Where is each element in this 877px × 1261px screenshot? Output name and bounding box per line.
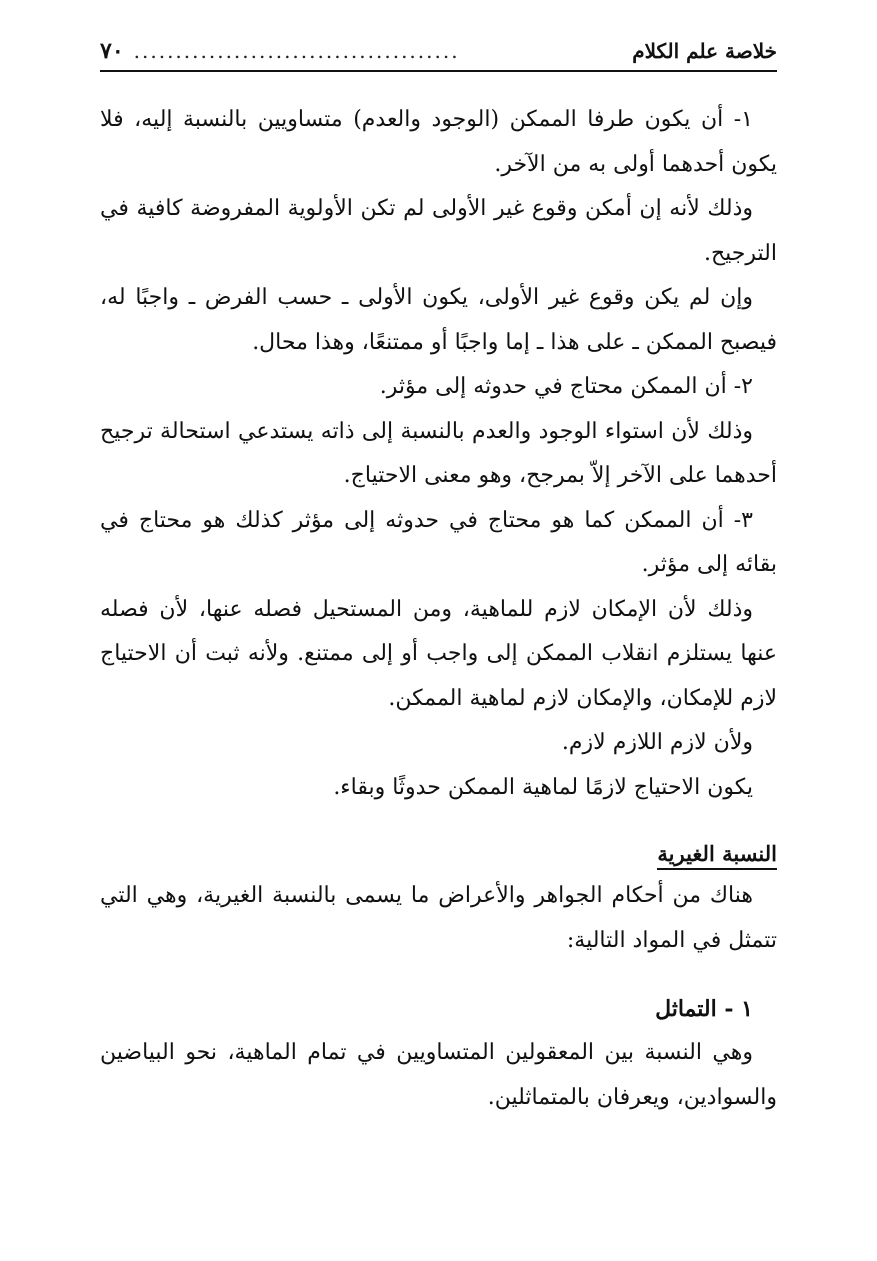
subsection-heading: ١ - التماثل: [655, 996, 753, 1022]
paragraph-conclusion: يكون الاحتياج لازمًا لماهية الممكن حدوثًا وبقاء.: [333, 774, 753, 800]
leader-dots: .......................................: [133, 39, 460, 63]
section-heading-text: النسبة الغيرية: [657, 841, 777, 870]
page-body: [100, 98, 777, 1120]
paragraph-point-2: ٢- أن الممكن محتاج في حدوثه إلى مؤثر.: [379, 374, 753, 399]
running-header-title: خلاصة علم الكلام: [632, 39, 777, 63]
paragraph-point-3: ٣- أن الممكن كما هو محتاج في حدوثه إلى مؤثر كذلك هو محتاج في بقائه إلى مؤثر.: [100, 507, 777, 577]
section-heading: [100, 834, 777, 874]
paragraph-reason-2: وإن لم يكن وقوع غير الأولى، يكون الأولى ـ حسب الفرض ـ واجبًا له، فيصبح الممكن ـ على هذا ـ إما واجبًا أو ممتنعًا، وهذا محال.: [100, 285, 777, 355]
paragraph-reason-4: وذلك لأن الإمكان لازم للماهية، ومن المستحيل فصله عنها، لأن فصله عنها يستلزم انقلاب الممكن إلى واجب أو إلى ممتنع. ولأنه ثبت أن الاحتياج لازم للإمكان، والإمكان لازم لماهية الممكن.: [100, 596, 777, 711]
subsection-spacer: [100, 963, 777, 987]
paragraph-point-1: ١- أن يكون طرفا الممكن (الوجود والعدم) متساويين بالنسبة إليه، فلا يكون أحدهما أولى به من الآخر.: [100, 107, 777, 177]
page-number: ٧٠: [100, 38, 124, 64]
paragraph-reason-3: وذلك لأن استواء الوجود والعدم بالنسبة إلى ذاته يستدعي استحالة ترجيح أحدهما على الآخر إلاّ بمرجح، وهو معنى الاحتياج.: [100, 418, 777, 488]
paragraph-premise: ولأن لازم اللازم لازم.: [561, 730, 753, 755]
section-intro: هناك من أحكام الجواهر والأعراض ما يسمى بالنسبة الغيرية، وهي التي تتمثل في المواد التالية:: [100, 883, 777, 953]
running-header-left: [100, 38, 460, 64]
running-header: [100, 32, 777, 72]
paragraph-reason-1: وذلك لأنه إن أمكن وقوع غير الأولى لم تكن الأولوية المفروضة كافية في الترجيح.: [100, 196, 777, 266]
section-spacer: [100, 810, 777, 834]
subsection-body: وهي النسبة بين المعقولين المتساويين في تمام الماهية، نحو البياضين والسوادين، ويعرفان بالمتماثلين.: [100, 1040, 777, 1110]
